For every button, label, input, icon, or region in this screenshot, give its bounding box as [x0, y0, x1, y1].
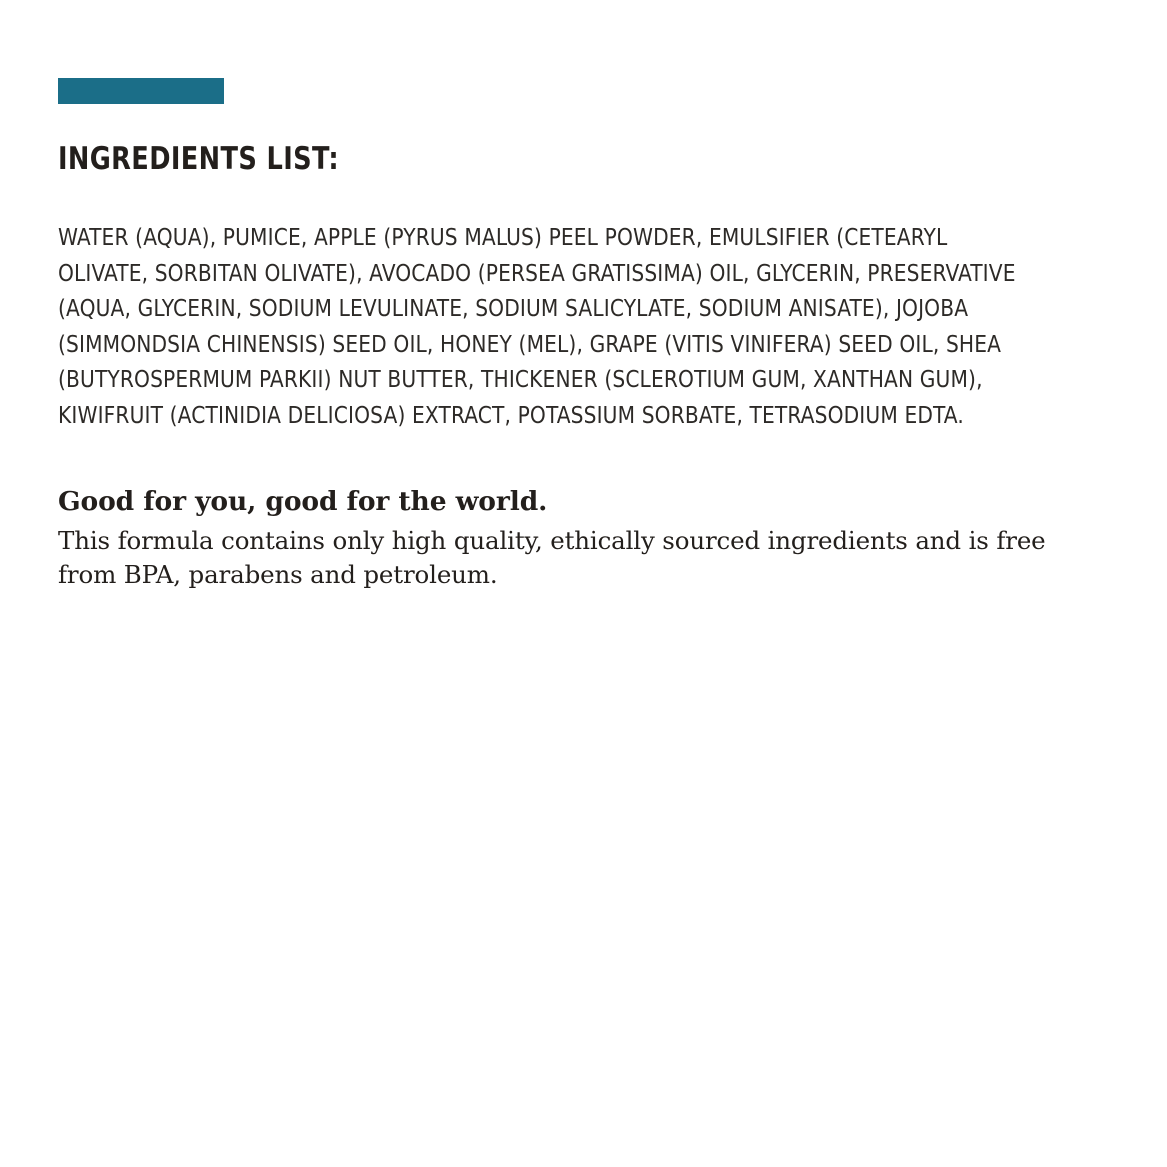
claim-heading: Good for you, good for the world. [58, 486, 548, 518]
page-title: INGREDIENTS LIST: [58, 141, 339, 177]
accent-bar [58, 78, 224, 104]
claim-body-text: This formula contains only high quality, ethically sourced ingredients and is free from BPA, parabens and petroleum. [58, 526, 1046, 590]
ingredients-list-text: WATER (AQUA), PUMICE, APPLE (PYRUS MALUS) PEEL POWDER, EMULSIFIER (CETEARYL OLIVATE, SORBITAN OLIVATE), AVOCADO (PERSEA GRATISSIMA) OIL, GLYCERIN, PRESERVATIVE (AQUA, GLYCERIN, SODIUM LEVULINATE, SODIUM SALICYLATE, SODIUM ANISATE), JOJOBA (SIMMONDSIA CHINENSIS) SEED OIL, HONEY (MEL), GRAPE (VITIS VINIFERA) SEED OIL, SHEA (BUTYROSPERMUM PARKII) NUT BUTTER, THICKENER (SCLEROTIUM GUM, XANTHAN GUM), KIWIFRUIT (ACTINIDIA DELICIOSA) EXTRACT, POTASSIUM SORBATE, TETRASODIUM EDTA. [58, 223, 1016, 429]
claim-block [58, 485, 1093, 592]
